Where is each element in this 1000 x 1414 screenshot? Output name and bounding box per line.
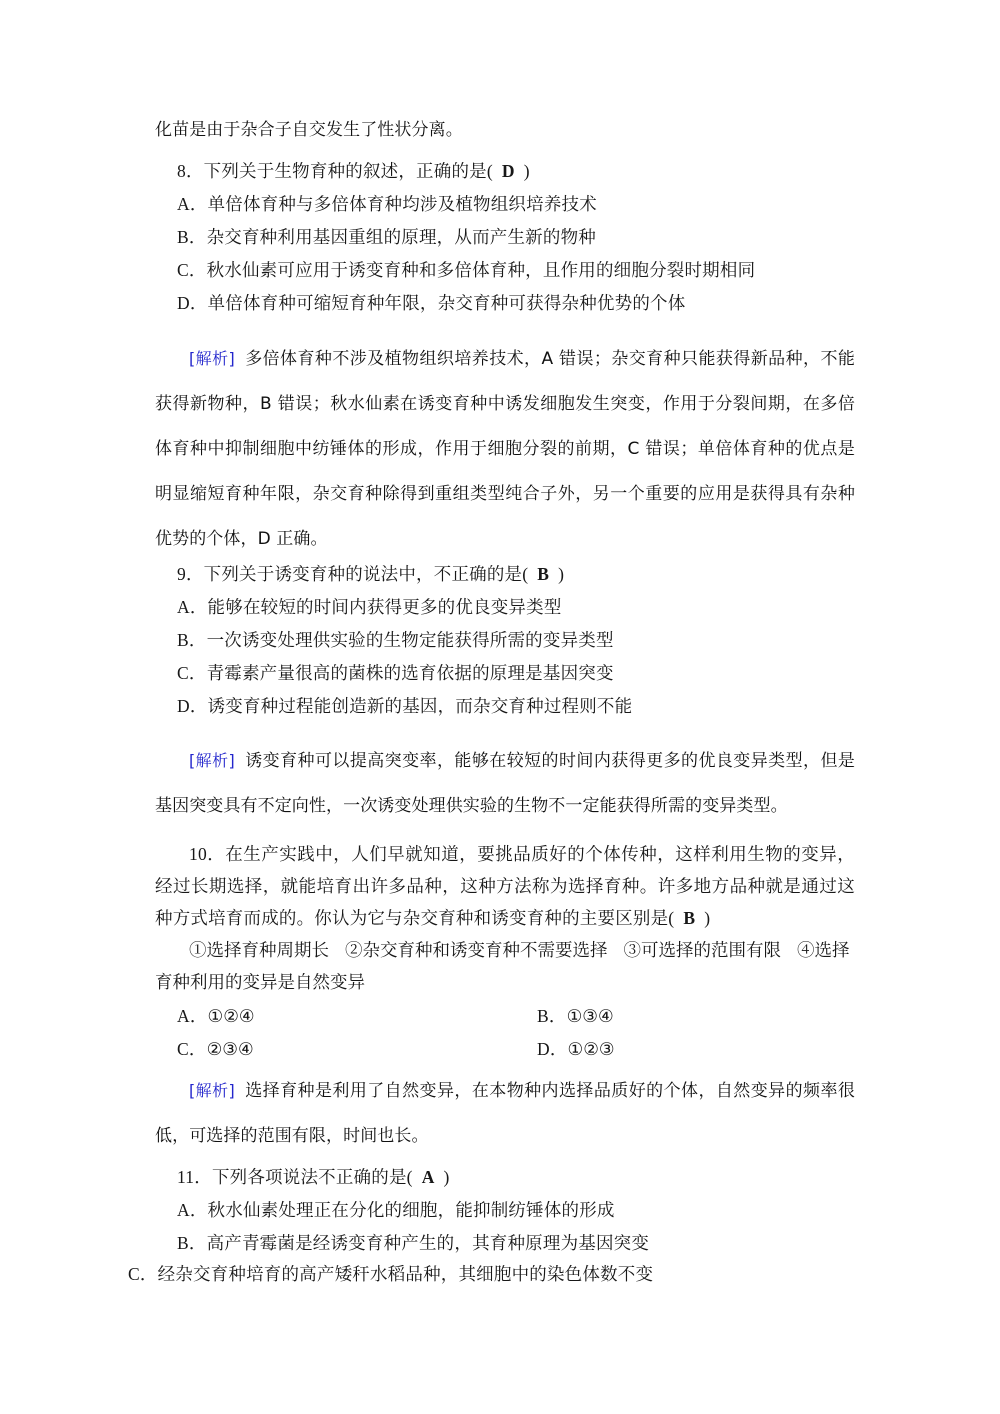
question-9-analysis — [155, 738, 855, 829]
choice-b-value: ①③④ — [566, 1006, 614, 1026]
choice-row — [177, 1000, 877, 1033]
question-9-stem — [155, 558, 855, 591]
choice-b[interactable] — [537, 1000, 614, 1033]
option-item[interactable]: D．单倍体育种可缩短育种年限，杂交育种可获得杂种优势的个体 — [177, 293, 686, 313]
question-10-number: 10． — [189, 844, 226, 864]
question-9-stem-text: 下列关于诱变育种的说法中，不正确的是( — [203, 564, 529, 584]
question-10-choices — [155, 1000, 877, 1066]
choice-c[interactable] — [177, 1039, 254, 1059]
question-8-stem — [155, 155, 855, 188]
question-10-stem-text: 在生产实践中，人们早就知道，要挑品质好的个体传种，这样利用生物的变异，经过长期选择，就能培育出许多品种，这种方法称为选择育种。许多地方品种就是通过这种方式培育而成的。你认为它与杂交育种和诱变育种的主要区别是( — [155, 844, 856, 928]
option-item[interactable]: A．能够在较短的时间内获得更多的优良变异类型 — [177, 597, 562, 617]
option-item[interactable]: B．杂交育种利用基因重组的原理，从而产生新的物种 — [177, 227, 596, 247]
analysis-text: 诱变育种可以提高突变率，能够在较短的时间内获得更多的优良变异类型，但是基因突变具有不定向性，一次诱变处理供实验的生物不一定能获得所需的变异类型。 — [155, 751, 856, 816]
choice-a-label: A． — [177, 1006, 208, 1026]
carryover-text: 化苗是由于杂合子自交发生了性状分离。 — [155, 120, 463, 140]
question-11-options — [155, 1194, 877, 1260]
choice-row — [177, 1033, 877, 1066]
item-3: ③可选择的范围有限 — [623, 940, 781, 960]
choice-a[interactable] — [177, 1006, 255, 1026]
question-8-stem-text: 下列关于生物育种的叙述，正确的是( — [203, 161, 493, 181]
choice-b-label: B． — [537, 1006, 567, 1026]
choice-c-label: C． — [177, 1039, 207, 1059]
option-item[interactable]: A．单倍体育种与多倍体育种均涉及植物组织培养技术 — [177, 194, 597, 214]
question-11-paren-close: ) — [443, 1167, 450, 1187]
question-8-answer: D — [501, 161, 515, 181]
option-item[interactable]: C．青霉素产量很高的菌株的选育依据的原理是基因突变 — [177, 663, 614, 683]
question-10-stem — [155, 838, 855, 934]
question-8-analysis — [155, 336, 855, 562]
question-11-stem — [155, 1161, 855, 1194]
question-10-paren-close: ) — [704, 908, 711, 928]
option-item[interactable]: B．高产青霉菌是经诱变育种产生的，其育种原理为基因突变 — [177, 1233, 650, 1253]
choice-c-value: ②③④ — [206, 1039, 254, 1059]
option-item[interactable]: B．一次诱变处理供实验的生物定能获得所需的变异类型 — [177, 630, 614, 650]
choice-a-value: ①②④ — [207, 1006, 255, 1026]
choice-d[interactable] — [537, 1033, 615, 1066]
item-2: ②杂交育种和诱变育种不需要选择 — [345, 940, 608, 960]
question-11-stem-text: 下列各项说法不正确的是( — [211, 1167, 413, 1187]
question-8-number: 8． — [177, 161, 204, 181]
question-11-number: 11． — [177, 1167, 212, 1187]
option-item[interactable]: C．秋水仙素可应用于诱变育种和多倍体育种，且作用的细胞分裂时期相同 — [177, 260, 756, 280]
analysis-label: [解析] — [189, 1081, 235, 1100]
question-9-options — [155, 591, 877, 723]
question-11-answer: A — [421, 1167, 435, 1187]
carryover-analysis-line — [155, 108, 855, 153]
analysis-label: [解析] — [189, 349, 235, 368]
question-10-answer: B — [683, 908, 696, 928]
question-10-analysis — [155, 1068, 855, 1159]
question-8-paren-close: ) — [523, 161, 530, 181]
question-10-items — [155, 934, 855, 998]
item-1: ①选择育种周期长 — [189, 940, 329, 960]
choice-d-value: ①②③ — [567, 1039, 615, 1059]
question-8-options — [155, 188, 877, 320]
question-11-option-c[interactable]: C．经杂交育种培育的高产矮秆水稻品种，其细胞中的染色体数不变 — [128, 1264, 654, 1284]
analysis-label: [解析] — [189, 751, 235, 770]
analysis-text: 选择育种是利用了自然变异，在本物种内选择品质好的个体，自然变异的频率很低，可选择的范围有限，时间也长。 — [155, 1081, 856, 1146]
choice-d-label: D． — [537, 1039, 568, 1059]
option-item[interactable]: A．秋水仙素处理正在分化的细胞，能抑制纺锤体的形成 — [177, 1200, 615, 1220]
question-9-number: 9． — [177, 564, 204, 584]
option-item[interactable]: D．诱变育种过程能创造新的基因，而杂交育种过程则不能 — [177, 696, 633, 716]
question-9-answer: B — [537, 564, 550, 584]
question-9-paren-close: ) — [558, 564, 565, 584]
analysis-text: 多倍体育种不涉及植物组织培养技术，A 错误；杂交育种只能获得新品种，不能获得新物种，B 错误；秋水仙素在诱变育种中诱发细胞发生突变，作用于分裂间期，在多倍体育种中抑制细胞中纺锤体的形成，作用于细胞分裂的前期，C 错误；单倍体育种的优点是明显缩短育种年限，杂交育种除得到重组类型纯合子外，另一个重要的应用是获得具有杂种优势的个体，D 正确。 — [155, 349, 855, 549]
item-4: ④选择育种利用的变异是自然变异 — [155, 940, 850, 992]
